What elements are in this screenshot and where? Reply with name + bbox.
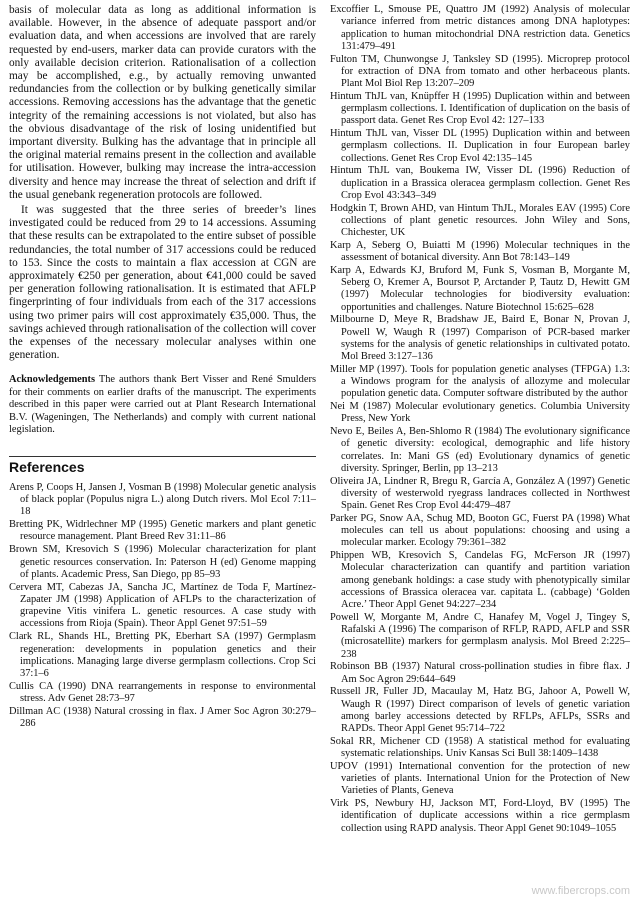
reference-item: Milbourne D, Meye R, Bradshaw JE, Baird E, Bonar N, Provan J, Powell W, Waugh R (1997) Comparison of PCR-based marker systems for the analysis of genetic relationships in cultivated potato. Mol Breed 3:127–136 — [330, 314, 630, 362]
reference-item: Russell JR, Fuller JD, Macaulay M, Hatz BG, Jahoor A, Powell W, Waugh R (1997) Direct comparison of levels of genetic variation among barley accessions detected by RFLPs, AFLPs, SSRs and RAPDs. Theor Appl Genet 95:714–722 — [330, 686, 630, 734]
reference-item: Hintum ThJL van, Boukema IW, Visser DL (1996) Reduction of duplication in a Brassica oleracea germplasm collection. Genet Res Crop Evol 43:343–349 — [330, 165, 630, 201]
reference-item: Arens P, Coops H, Jansen J, Vosman B (1998) Molecular genetic analysis of black poplar (Populus nigra L.) along Dutch rivers. Mol Ecol 7:11–18 — [9, 481, 316, 518]
reference-item: Oliveira JA, Lindner R, Bregu R, García A, González A (1997) Genetic diversity of westerwold ryegrass landraces collected in Northwest Spain. Genet Res Crop Evol 44:479–487 — [330, 475, 630, 511]
watermark: www.fibercrops.com — [531, 885, 630, 897]
left-column — [9, 4, 316, 731]
reference-item: Phippen WB, Kresovich S, Candelas FG, McFerson JR (1997) Molecular characterization can quantify and partition variation among genebank holdings: a case study with phenotypically similar accessions of Brassica oleracea var. capitata L. (cabbage) ‘Golden Acre.’ Theor Appl Genet 94:227–234 — [330, 550, 630, 610]
reference-item: UPOV (1991) International convention for the protection of new varieties of plants. International Union for the Protection of New Varieties of Plants, Geneva — [330, 760, 630, 797]
reference-item: Brown SM, Kresovich S (1996) Molecular characterization for plant genetic resources conservation. In: Paterson H (ed) Genome mapping of plants. Academic Press, San Diego, pp 85–93 — [9, 544, 316, 580]
reference-item: Dillman AC (1938) Natural crossing in flax. J Amer Soc Agron 30:279–286 — [9, 706, 316, 730]
reference-item: Clark RL, Shands HL, Bretting PK, Eberhart SA (1997) Germplasm regeneration: developments in population genetics and their implications. Managing large diverse germplasm collections. Crop Sci 37:1–6 — [9, 631, 316, 680]
reference-item: Robinson BB (1937) Natural cross-pollination studies in fibre flax. J Am Soc Agron 29:644–649 — [330, 661, 630, 685]
reference-item: Hintum ThJL van, Knüpffer H (1995) Duplication within and between germplasm collections. I. Identification of duplication on the basis of passport data. Genet Res Crop Evol 42: 127–133 — [330, 90, 630, 127]
reference-item: Nevo E, Beiles A, Ben-Shlomo R (1984) The evolutionary significance of genetic diversity: ecological, demographic and life history correlates. In: Mani GS (ed) Evolutionary dynamics of genetic diversity. Springer, Berlin, pp 13–213 — [330, 426, 630, 474]
reference-item: Virk PS, Newbury HJ, Jackson MT, Ford-Lloyd, BV (1995) The identification of duplicate accessions within a rice germplasm collection using RAPD analysis. Theor Appl Genet 90:1049–1055 — [330, 798, 630, 834]
reference-item: Hintum ThJL van, Visser DL (1995) Duplication within and between germplasm collections. II. Duplication in four European barley collections. Genet Res Crop Evol 42:135–145 — [330, 128, 630, 164]
reference-item: Cullis CA (1990) DNA rearrangements in response to environmental stress. Adv Genet 28:73–97 — [9, 680, 316, 705]
reference-item: Powell W, Morgante M, Andre C, Hanafey M, Vogel J, Tingey S, Rafalski A (1996) The comparison of RFLP, RAPD, AFLP and SSR (microsatellite) markers for germplasm analysis. Mol Breed 2:225–238 — [330, 611, 630, 660]
reference-item: Cervera MT, Cabezas JA, Sancha JC, Martínez de Toda F, Martínez-Zapater JM (1998) Application of AFLPs to the characterization of grapevine Vitis vinifera L. genetic resources. A case study with accessions from Rioja (Spain). Theor Appl Genet 97:51–59 — [9, 581, 316, 630]
references-list-left — [9, 482, 316, 731]
reference-item: Karp A, Edwards KJ, Bruford M, Funk S, Vosman B, Morgante M, Seberg O, Kremer A, Boursot P, Arctander P, Tautz D, Hewitt GM (1997) Molecular technologies for biodiversity evaluation: opportunities and challenges. Nature Biotechnol 15:625–628 — [330, 264, 630, 313]
references-heading: References — [9, 458, 85, 475]
body-paragraph-2: It was suggested that the three series of breeder’s lines investigated could be reduced from 29 to 14 accessions. Assuming that these results can be extrapolated to the entire subset of possible redundancies, the total number of 317 accessions could be reduced to 153. Since the costs to maintain a flax accession at CGN are approximately €250 per generation, about €41,000 could be saved per generation following rationalisation. It is estimated that AFLP fingerprinting of four individuals from each of the 317 accessions using two primer pairs will cost approximately €35,000. Thus, the savings achieved through rationalisation of the collection will cover the expenses of the necessary molecular analyses within one generation. — [9, 204, 316, 362]
body-paragraph-1: basis of molecular data as long as additional information is available. However, in the absence of adequate passport and/or evaluation data, and when accessions are involved that are rarely requested by end-users, marker data can provide curators with the only available decision criterion. Rationalisation of a collection may be accomplished, e.g., by actually removing unwanted redundancies from the collection or by bulking genetically similar accessions. Removing accessions has the advantage that the genetic integrity of the remaining accessions is not violated, but also has the obvious disadvantage of the risk of losing unidentified but important diversity. Bulking has the advantage that in principle all the original material remains present in the collection and available for utilisation. However, bulking may increase the intra-accession diversity and hence may increase the threat of selection and drift if the usual genebank regeneration protocols are followed. — [9, 4, 316, 201]
right-column — [330, 4, 630, 835]
acknowledgements-title: Acknowledgements — [9, 374, 96, 386]
reference-item: Hodgkin T, Brown AHD, van Hintum ThJL, Morales EAV (1995) Core collections of plant genetic resources. John Wiley and Sons, Chichester, UK — [330, 202, 630, 238]
acknowledgements — [9, 374, 316, 436]
reference-item: Nei M (1987) Molecular evolutionary genetics. Columbia University Press, New York — [330, 401, 630, 425]
reference-item: Excoffier L, Smouse PE, Quattro JM (1992) Analysis of molecular variance inferred from metric distances among DNA haplotypes: application to human mitochondrial DNA restriction data. Genetics 131:479–491 — [330, 4, 630, 52]
reference-item: Sokal RR, Michener CD (1958) A statistical method for evaluating systematic relationships. Univ Kansas Sci Bull 38:1409–1438 — [330, 735, 630, 759]
reference-item: Bretting PK, Widrlechner MP (1995) Genetic markers and plant genetic resource management. Plant Breed Rev 31:11–86 — [9, 519, 316, 543]
acknowledgements-text: The authors thank Bert Visser and René Smulders for their comments on earlier drafts of the manuscript. The experiments described in this paper were carried out at Plant Research International B.V. (Wageningen, The Netherlands) and comply with current national legislation. — [9, 374, 316, 436]
reference-item: Parker PG, Snow AA, Schug MD, Booton GC, Fuerst PA (1998) What molecules can tell us about populations: choosing and using a molecular marker. Ecology 79:361–382 — [330, 512, 630, 549]
reference-item: Miller MP (1997). Tools for population genetic analyses (TFPGA) 1.3: a Windows program for the analysis of allozyme and molecular population genetic data. Computer software distributed by the author — [330, 363, 630, 400]
reference-item: Karp A, Seberg O, Buiatti M (1996) Molecular techniques in the assessment of botanical diversity. Ann Bot 78:143–149 — [330, 239, 630, 263]
references-divider — [9, 456, 316, 457]
references-list-right — [330, 4, 630, 835]
reference-item: Fulton TM, Chunwongse J, Tanksley SD (1995). Microprep protocol for extraction of DNA from tomato and other herbaceous plants. Plant Mol Biol Rep 13:207–209 — [330, 53, 630, 89]
